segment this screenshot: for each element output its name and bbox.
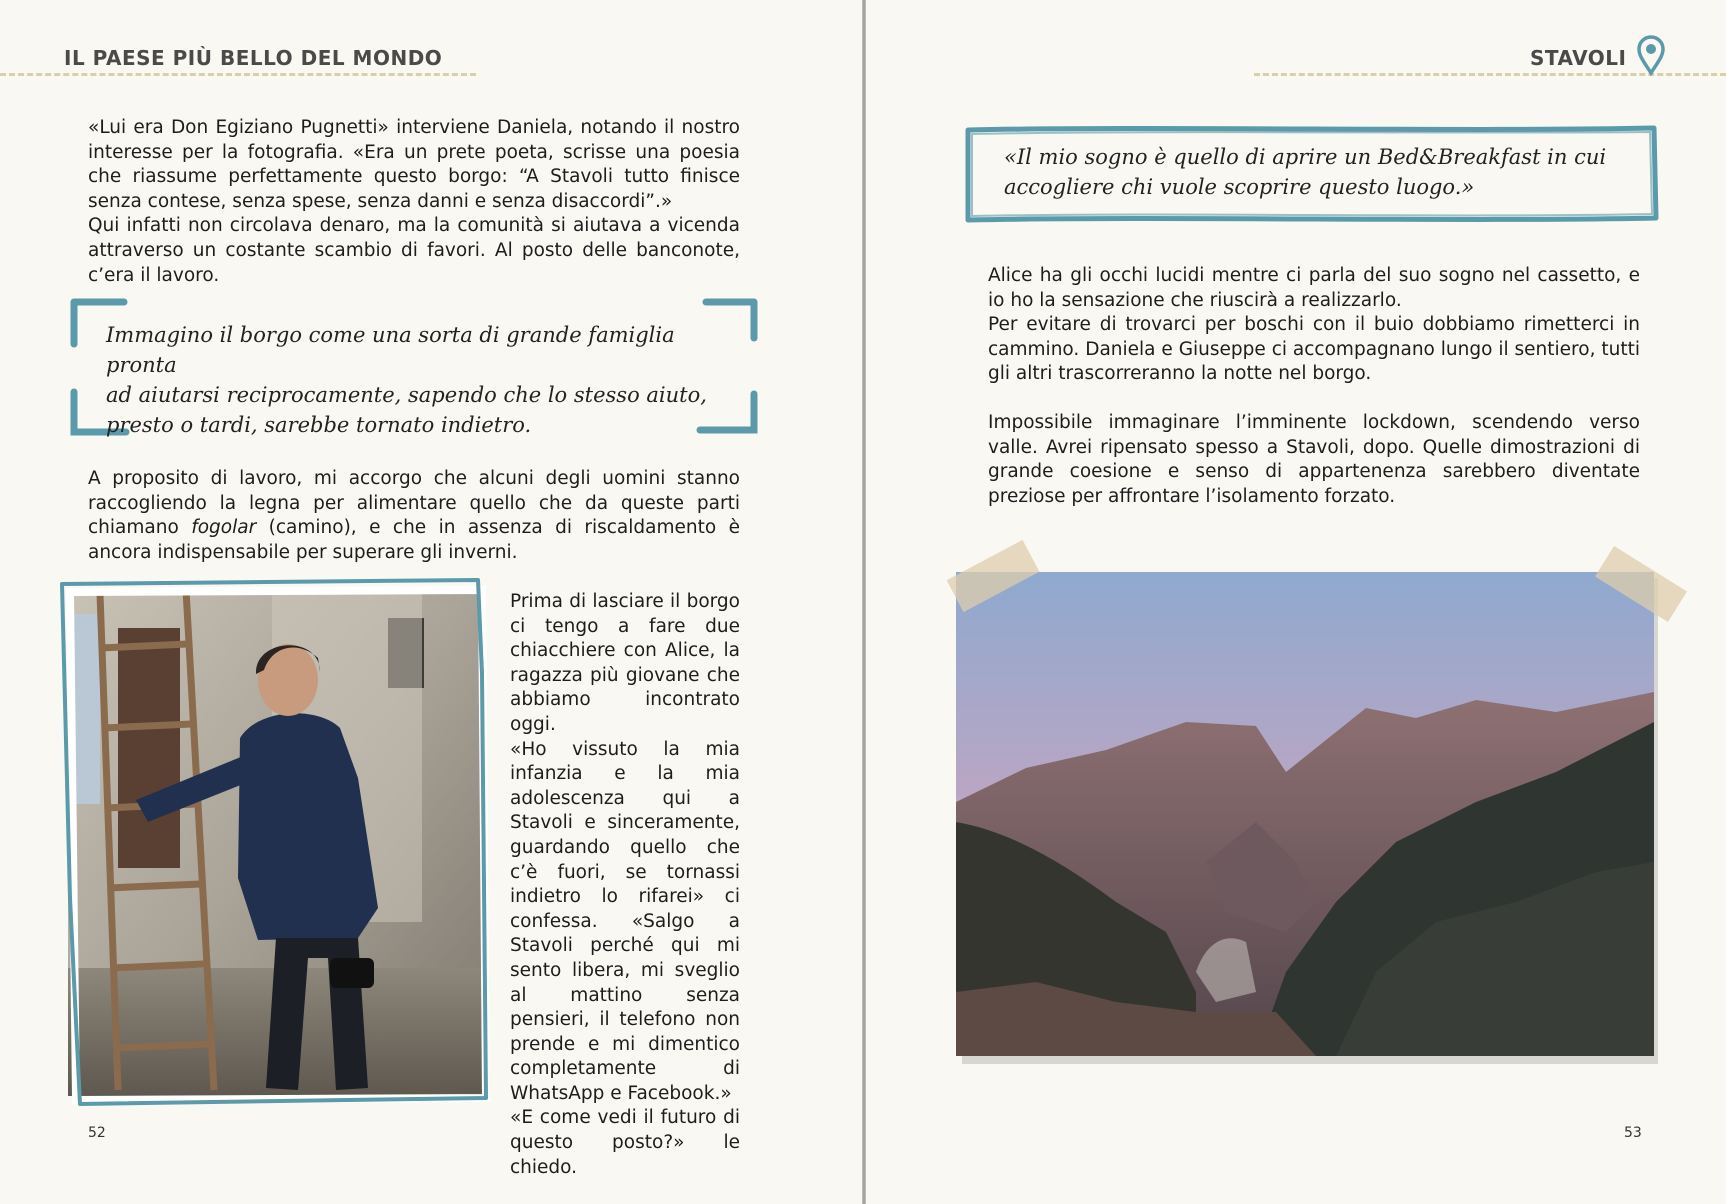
right-paragraph-1: Alice ha gli occhi lucidi mentre ci parla del suo sogno nel cassetto, e io ho la sensazione che riuscirà a realizzarlo. xyxy=(988,265,1640,311)
intro-text xyxy=(88,116,740,288)
running-head-left: IL PAESE PIÙ BELLO DEL MONDO xyxy=(64,46,443,70)
book-gutter xyxy=(862,0,866,1204)
pull-quote-text xyxy=(106,320,736,440)
column-paragraph-3: «E come vedi il futuro di questo posto?» le chiedo. xyxy=(510,1107,740,1178)
right-paragraph-2: Per evitare di trovarci per boschi con il buio dobbiamo rimetterci in cammino. Daniela e Giuseppe ci accompagnano lungo il sentiero, tutti gli altri trascorreranno la notte nel borgo. xyxy=(988,314,1640,385)
right-text-block-2 xyxy=(988,411,1640,509)
column-paragraph-2: «Ho vissuto la mia infanzia e la mia adolescenza qui a Stavoli e sinceramente, guardando quello che c’è fuori, se tornassi indietro lo rifarei» ci confessa. «Salgo a Stavoli perché qui mi sento libera, mi sveglio al mattino senza pensieri, il telefono non prende e mi dimentico completamente di WhatsApp e Facebook.» xyxy=(510,738,740,1104)
right-text-block-1 xyxy=(988,264,1640,387)
column-paragraph-1: Prima di lasciare il borgo ci tengo a fare due chiacchiere con Alice, la ragazza più giovane che abbiamo incontrato oggi. xyxy=(510,591,740,735)
portrait-photo-image xyxy=(58,578,494,1108)
work-text-italic: fogolar xyxy=(191,517,257,539)
box-quote-line-2: accogliere chi vuole scoprire questo luogo.» xyxy=(1004,175,1475,199)
running-head-right: STAVOLI xyxy=(1530,46,1627,70)
header-dashed-rule-left xyxy=(0,73,476,76)
pull-quote-line-1: Immagino il borgo come una sorta di grande famiglia pronta xyxy=(106,323,675,377)
intro-paragraph-2: Qui infatti non circolava denaro, ma la comunità si aiutava a vicenda attraverso un costante scambio di favori. Al posto delle banconote, c’era il lavoro. xyxy=(88,215,740,286)
column-text xyxy=(510,590,740,1180)
work-text-after: (camino), e che in assenza di riscaldamento è ancora indispensabile per superare gli inverni. xyxy=(88,517,740,563)
work-text-before: A proposito di lavoro, mi accorgo che alcuni degli uomini stanno raccogliendo la legna per alimentare quello che da queste parti chiamano xyxy=(88,468,740,539)
intro-paragraph-1: «Lui era Don Egiziano Pugnetti» interviene Daniela, notando il nostro interesse per la fotografia. «Era un prete poeta, scrisse una poesia che riassume perfettamente questo borgo: “A Stavoli tutto finisce senza contese, senza spese, senza danni e senza disaccordi”.» xyxy=(88,117,740,212)
work-paragraph xyxy=(88,467,740,565)
right-paragraph-3: Impossibile immaginare l’imminente lockdown, scendendo verso valle. Avrei ripensato spesso a Stavoli, dopo. Quelle dimostrazioni di grande coesione e senso di appartenenza sarebbero diventate preziose per affrontare l’isolamento forzato. xyxy=(988,412,1640,507)
box-quote-text xyxy=(1004,142,1624,202)
box-quote-line-1: «Il mio sogno è quello di aprire un Bed&Breakfast in cui xyxy=(1004,145,1607,169)
location-pin-icon xyxy=(1636,34,1666,76)
pull-quote-left xyxy=(70,298,758,438)
portrait-photo xyxy=(58,578,494,1108)
page-number-right: 53 xyxy=(1624,1125,1642,1141)
page-number-left: 52 xyxy=(88,1125,106,1141)
pull-quote-line-3: presto o tardi, sarebbe tornato indietro. xyxy=(106,413,532,437)
pull-quote-line-2: ad aiutarsi reciprocamente, sapendo che lo stesso aiuto, xyxy=(106,383,707,407)
mountain-landscape-photo xyxy=(956,572,1662,1066)
pull-quote-right xyxy=(964,124,1660,224)
